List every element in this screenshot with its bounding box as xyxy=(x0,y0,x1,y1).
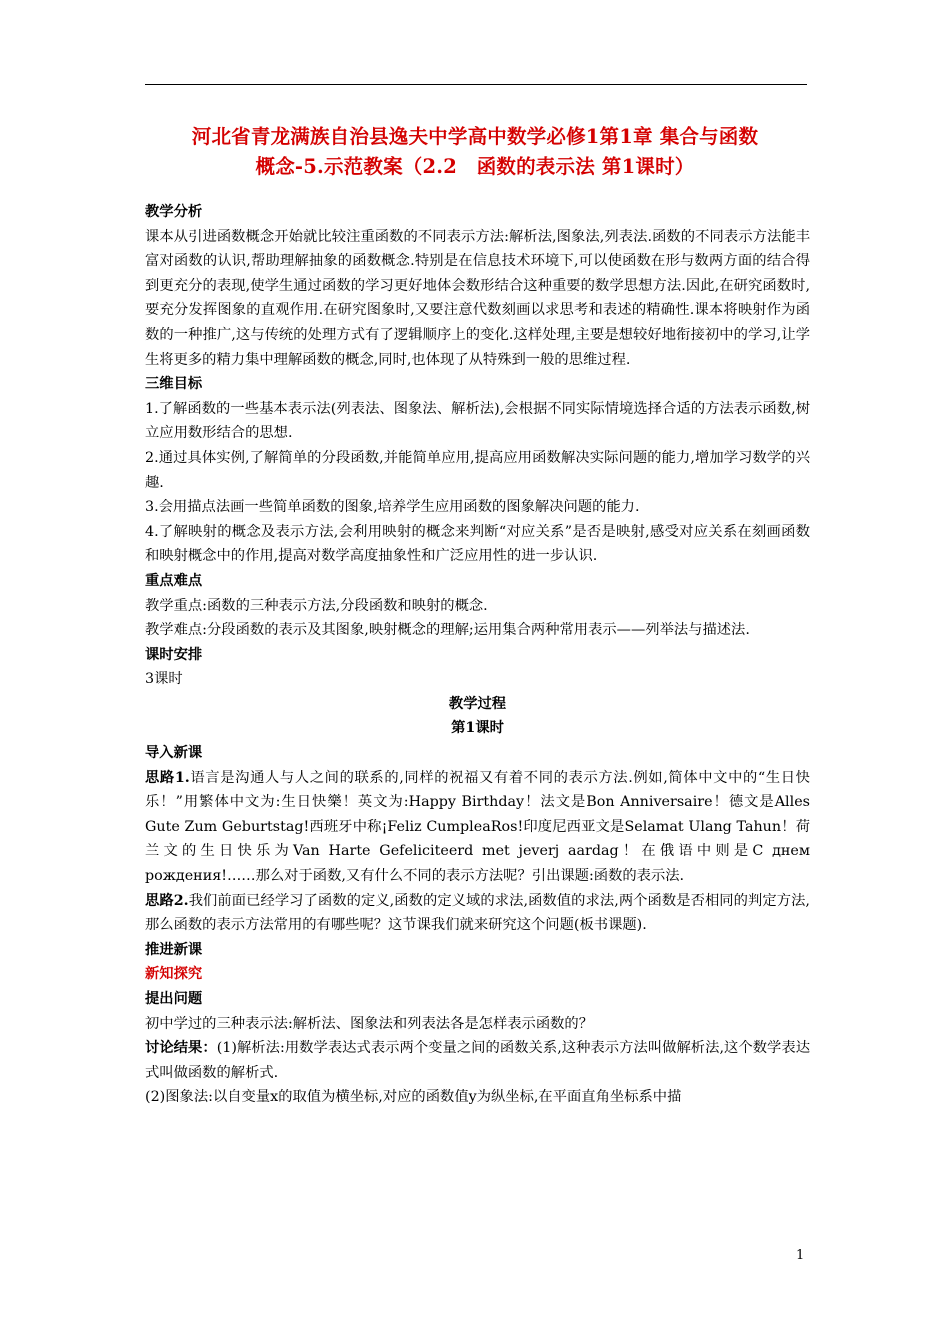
idea-1-text: 语言是沟通人与人之间的联系的,同样的祝福又有着不同的表示方法.例如,简体中文中的“生日快乐！”用繁体中文为:生日快樂！英文为:Happy Birthday！法文是Bon Anniversaire！德文是Alles Gute Zum Geburtstag!西班牙中称¡Feliz CumpleaRos!印度尼西亚文是Selamat Ulang Tahun！荷兰文的生日快乐为Van Harte Gefeliciteerd met jeverj aardag！在俄语中则是С днем рождения!……那么对于函数,又有什么不同的表示方法呢？引出课题:函数的表示法. xyxy=(145,769,810,885)
document-body xyxy=(145,200,810,1110)
discussion-paragraph xyxy=(145,1036,810,1085)
idea-2-paragraph xyxy=(145,889,810,938)
discussion-text: (1)解析法:用数学表达式表示两个变量之间的函数关系,这种表示方法叫做解析法,这个数学表达式叫做函数的解析式. xyxy=(145,1040,811,1081)
header-rule xyxy=(145,84,807,85)
hours-text: 3课时 xyxy=(145,671,183,688)
title-line-2: 概念-5.示范教案（2.2 函数的表示法 第1课时） xyxy=(255,155,695,178)
heading-process: 教学过程 xyxy=(448,695,507,712)
idea-2-text: 我们前面已经学习了函数的定义,函数的定义域的求法,函数值的求法,两个函数是否相同的判定方法,那么函数的表示方法常用的有哪些呢？这节课我们就来研究这个问题(板书课题). xyxy=(145,892,810,934)
idea-1-paragraph xyxy=(145,766,810,889)
document-title xyxy=(140,122,810,182)
heading-lesson-1: 第1课时 xyxy=(451,720,504,737)
heading-question: 提出问题 xyxy=(145,991,203,1007)
page-number: 1 xyxy=(796,1248,805,1263)
goal-item-4: 4.了解映射的概念及表示方法,会利用映射的概念来判断“对应关系”是否是映射,感受对应关系在刻画函数和映射概念中的作用,提高对数学高度抽象性和广泛应用性的进一步认识. xyxy=(145,523,810,565)
analysis-paragraph: 课本从引进函数概念开始就比较注重函数的不同表示方法:解析法,图象法,列表法.函数的不同表示方法能丰富对函数的认识,帮助理解抽象的函数概念.特别是在信息技术环境下,可以使函数在形与数两方面的结合得到更充分的表现,使学生通过函数的学习更好地体会数形结合这种重要的数学思想方法.因此,在研究函数时,要充分发挥图象的直观作用.在研究图象时,又要注意代数刻画以求思考和表述的精确性.课本将映射作为函数的一种推广,这与传统的处理方式有了逻辑顺序上的变化.这样处理,主要是想较好地衔接初中的学习,让学生将更多的精力集中理解函数的概念,同时,也体现了从特殊到一般的思维过程. xyxy=(145,228,810,368)
heading-hours: 课时安排 xyxy=(145,646,203,663)
idea-2-label: 思路2. xyxy=(145,892,189,909)
key-point: 教学重点:函数的三种表示方法,分段函数和映射的概念. xyxy=(145,597,488,614)
goal-item-1: 1.了解函数的一些基本表示法(列表法、图象法、解析法),会根据不同实际情境选择合适的方法表示函数,树立应用数形结合的思想. xyxy=(145,400,810,442)
question-text: 初中学过的三种表示法:解析法、图象法和列表法各是怎样表示函数的？ xyxy=(145,1015,594,1032)
goal-item-2: 2.通过具体实例,了解简单的分段函数,并能简单应用,提高应用函数解决实际问题的能力,增加学习数学的兴趣. xyxy=(145,449,810,491)
heading-analysis: 教学分析 xyxy=(145,204,203,220)
graph-method-text: (2)图象法:以自变量x的取值为横坐标,对应的函数值y为纵坐标,在平面直角坐标系中描 xyxy=(145,1089,682,1106)
title-line-1: 河北省青龙满族自治县逸夫中学高中数学必修1第1章 集合与函数 xyxy=(191,125,759,148)
heading-goals: 三维目标 xyxy=(145,376,203,393)
heading-key-points: 重点难点 xyxy=(145,572,203,589)
goal-item-3: 3.会用描点法画一些简单函数的图象,培养学生应用函数的图象解决问题的能力. xyxy=(145,499,640,516)
heading-intro: 导入新课 xyxy=(145,745,203,762)
heading-explore: 新知探究 xyxy=(145,966,203,983)
difficult-point: 教学难点:分段函数的表示及其图象,映射概念的理解;运用集合两种常用表示——列举法与描述法. xyxy=(145,622,750,639)
idea-1-label: 思路1. xyxy=(145,769,190,786)
discussion-label: 讨论结果： xyxy=(145,1040,217,1057)
heading-advance: 推进新课 xyxy=(145,941,203,958)
